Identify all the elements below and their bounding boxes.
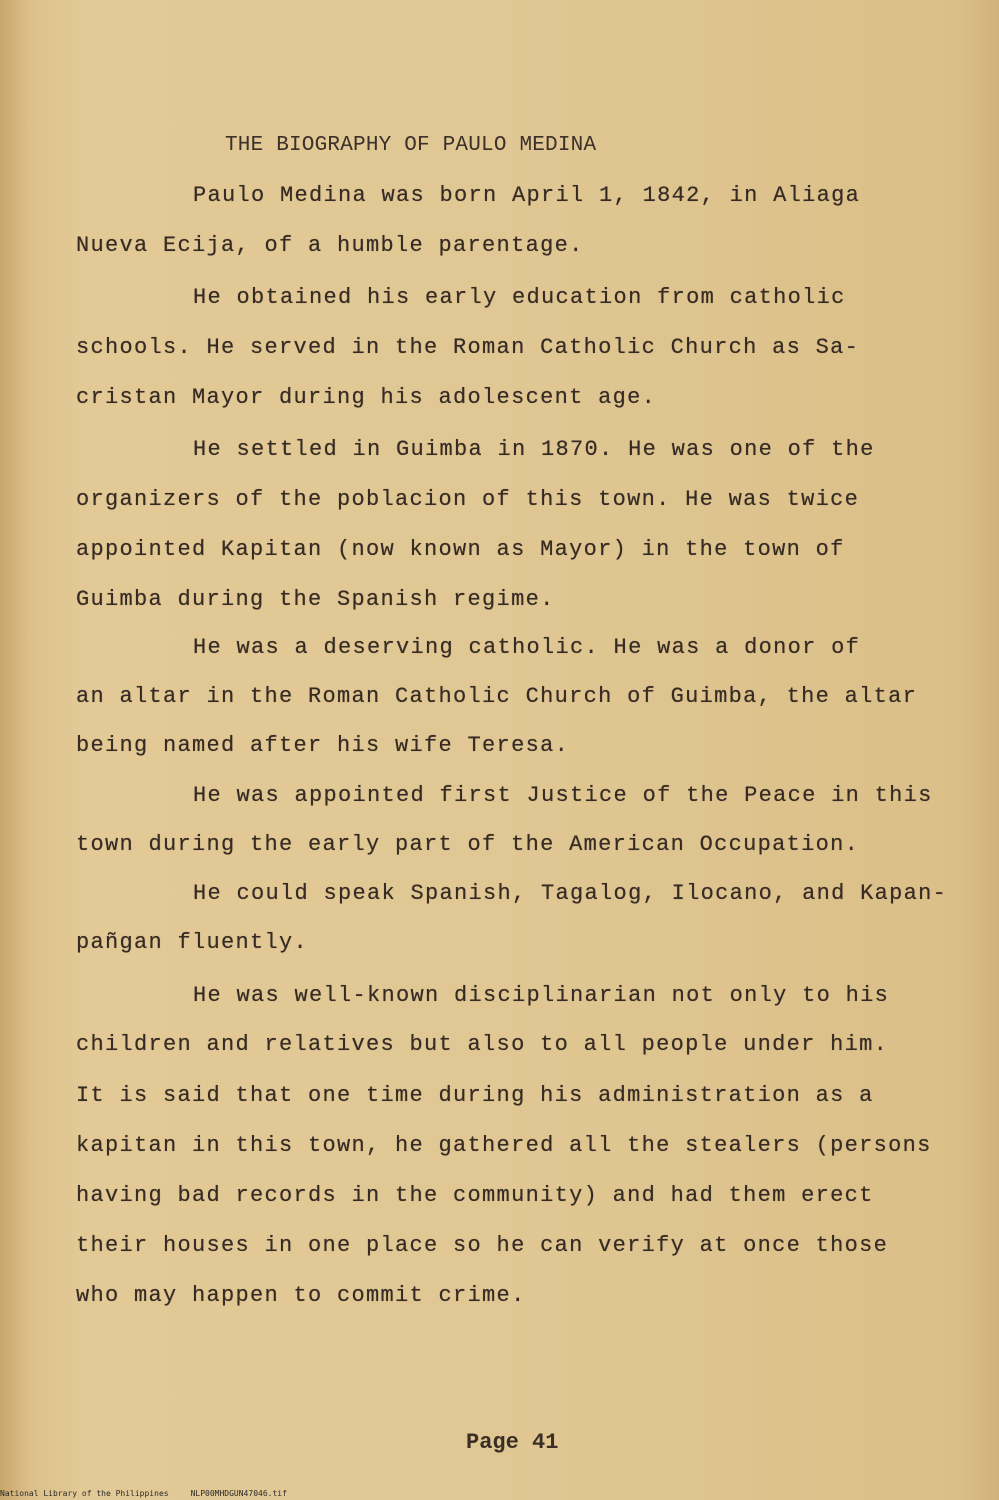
text-line: appointed Kapitan (now known as Mayor) in the town of bbox=[76, 537, 845, 562]
text-line: children and relatives but also to all people under him. bbox=[76, 1032, 889, 1057]
text-line: It is said that one time during his administration as a bbox=[76, 1083, 874, 1108]
text-line: He was well-known disciplinarian not only to his bbox=[193, 983, 890, 1008]
scan-footer bbox=[0, 1489, 287, 1498]
text-line: an altar in the Roman Catholic Church of Guimba, the altar bbox=[76, 684, 918, 709]
text-line: town during the early part of the American Occupation. bbox=[76, 832, 860, 857]
document-title: THE BIOGRAPHY OF PAULO MEDINA bbox=[225, 134, 597, 157]
library-credit: National Library of the Philippines bbox=[0, 1489, 169, 1498]
text-line: He obtained his early education from catholic bbox=[193, 285, 846, 310]
text-line: Paulo Medina was born April 1, 1842, in Aliaga bbox=[193, 183, 861, 208]
text-line: kapitan in this town, he gathered all the stealers (persons bbox=[76, 1133, 932, 1158]
text-line: He could speak Spanish, Tagalog, Ilocano, and Kapan- bbox=[193, 881, 948, 906]
text-line: having bad records in the community) and had them erect bbox=[76, 1183, 874, 1208]
text-line: who may happen to commit crime. bbox=[76, 1283, 526, 1308]
text-line: their houses in one place so he can verify at once those bbox=[76, 1233, 889, 1258]
text-line: He was appointed first Justice of the Peace in this bbox=[193, 783, 933, 808]
text-line: cristan Mayor during his adolescent age. bbox=[76, 385, 657, 410]
text-line: organizers of the poblacion of this town. He was twice bbox=[76, 487, 860, 512]
text-line: Guimba during the Spanish regime. bbox=[76, 587, 555, 612]
page-number: Page 41 bbox=[466, 1430, 559, 1455]
text-line: being named after his wife Teresa. bbox=[76, 733, 570, 758]
scan-filename: NLP00MHDGUN47046.tif bbox=[190, 1489, 287, 1498]
text-line: He settled in Guimba in 1870. He was one of the bbox=[193, 437, 875, 462]
text-line: pañgan fluently. bbox=[76, 930, 309, 955]
text-line: Nueva Ecija, of a humble parentage. bbox=[76, 233, 584, 258]
text-line: He was a deserving catholic. He was a donor of bbox=[193, 635, 861, 660]
text-line: schools. He served in the Roman Catholic Church as Sa- bbox=[76, 335, 860, 360]
